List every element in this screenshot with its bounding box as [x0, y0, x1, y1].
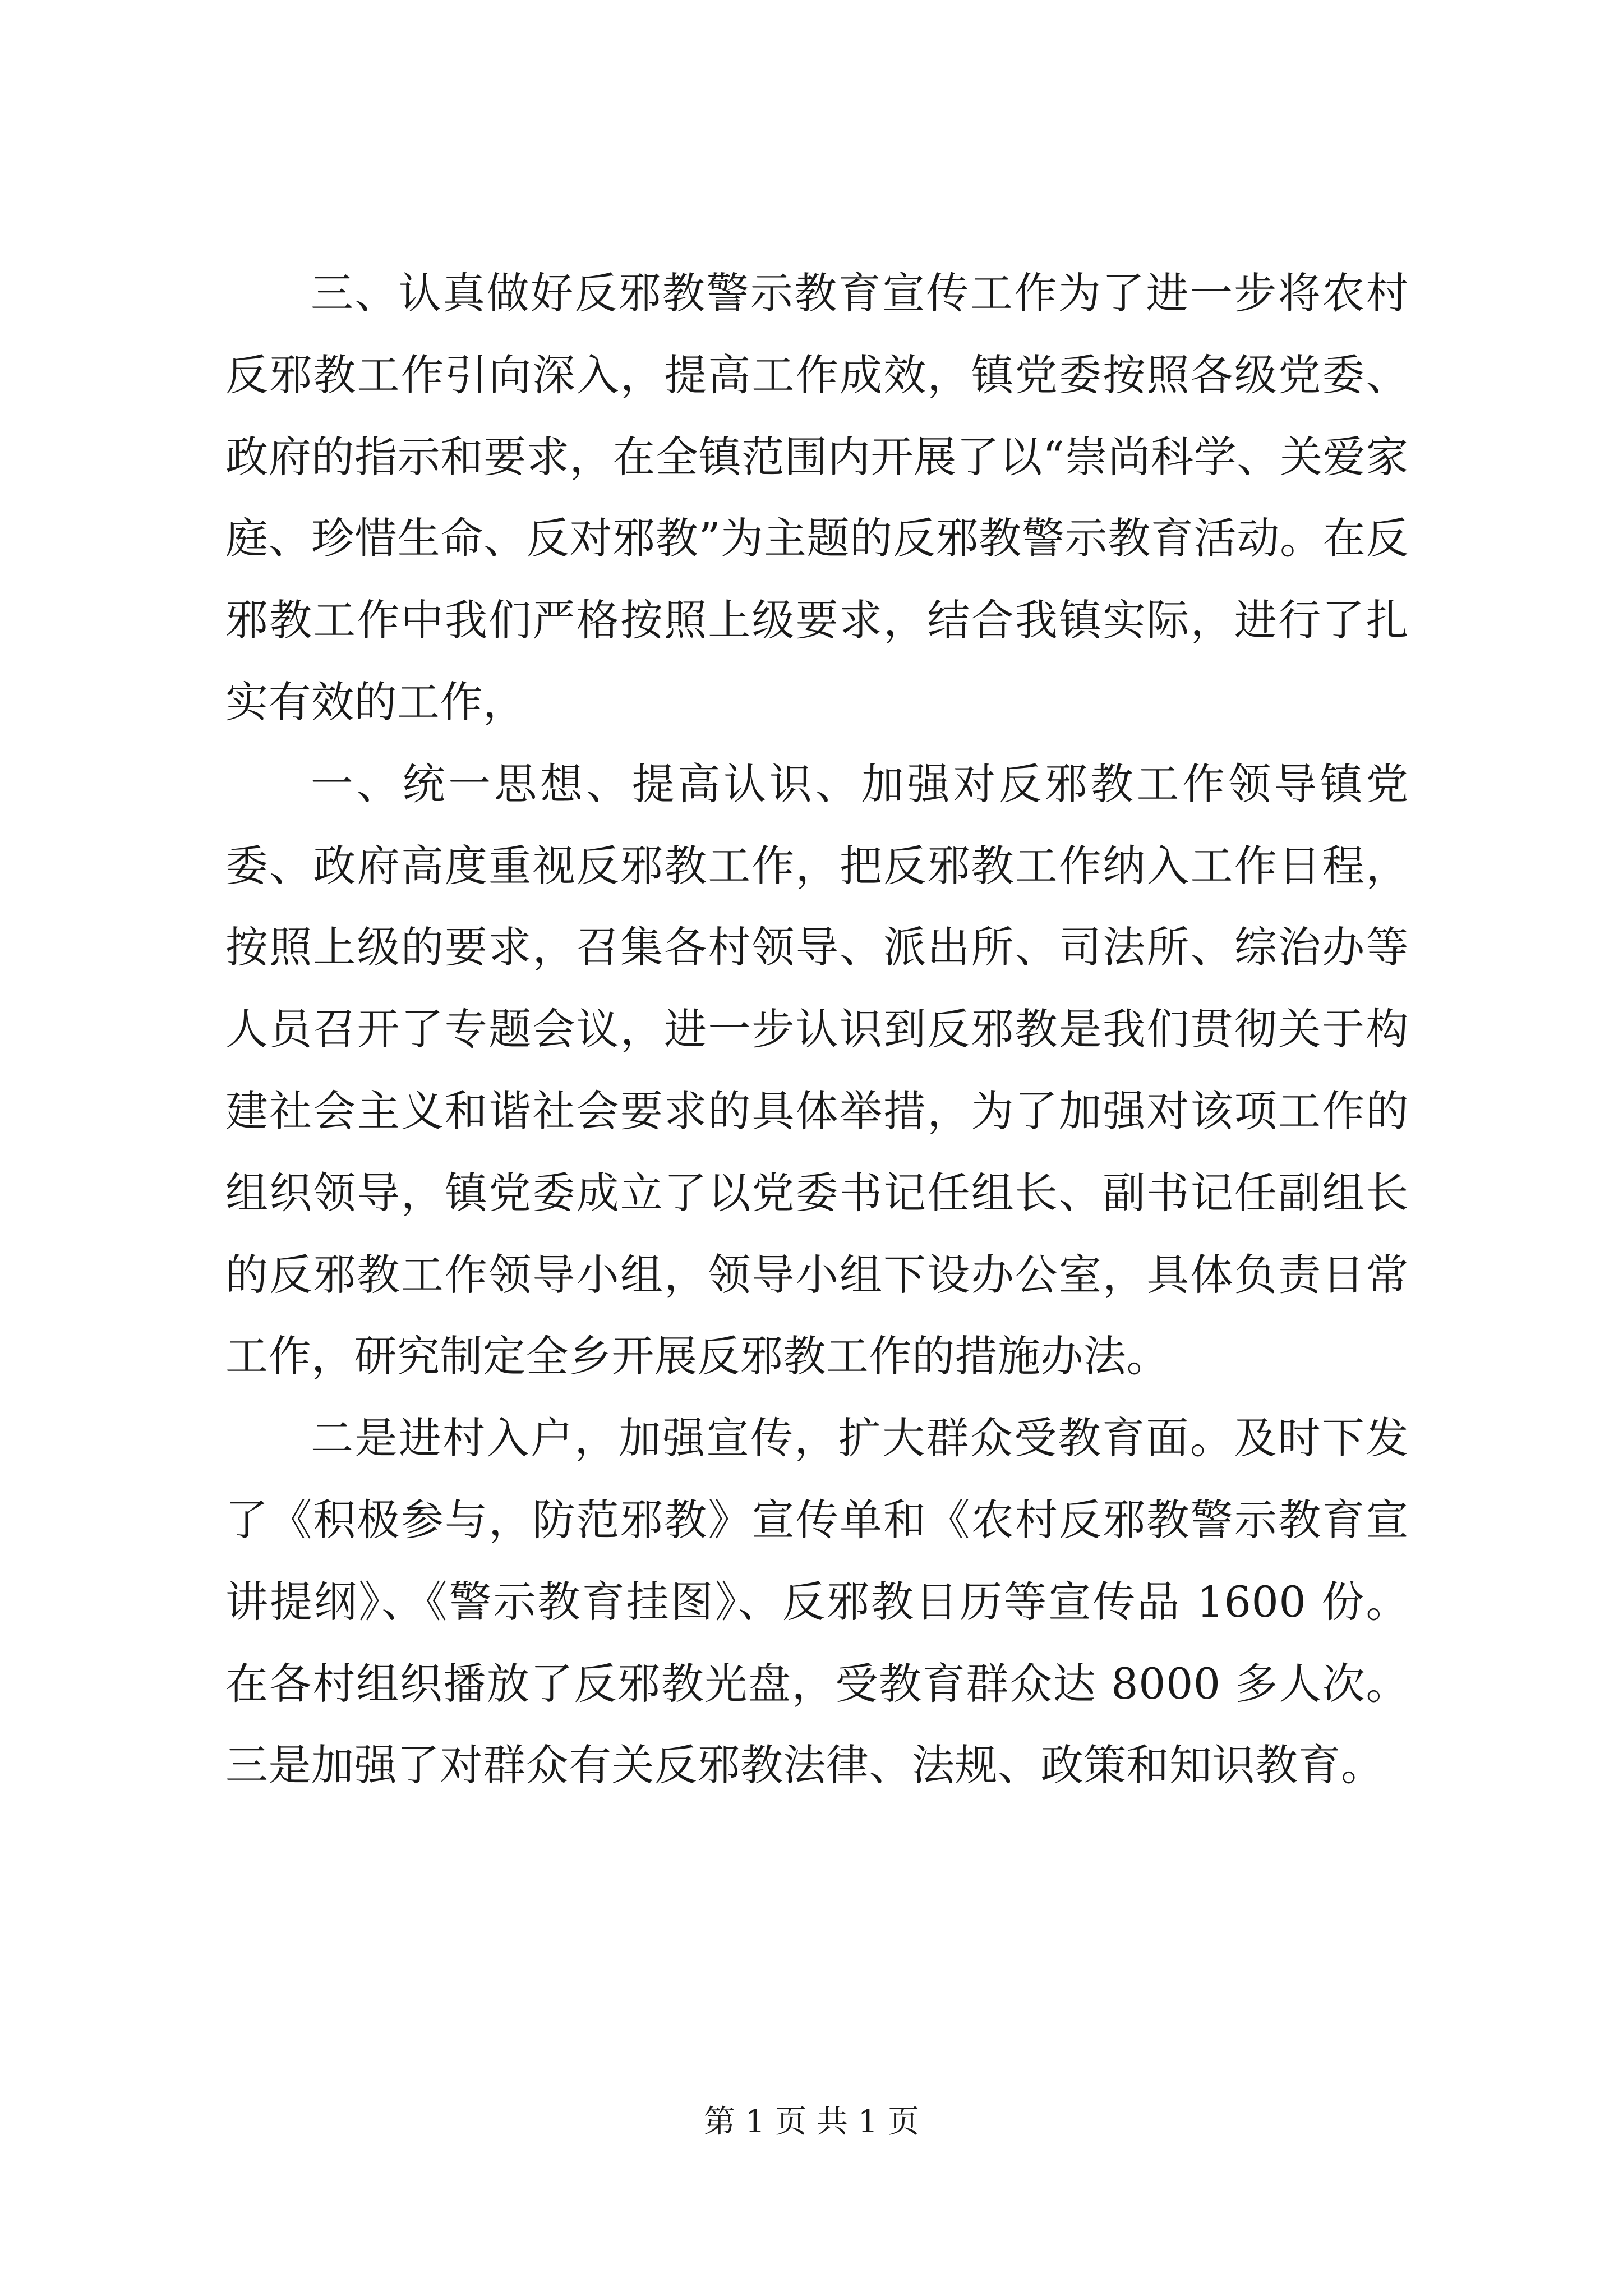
paragraph-publicity-work: 三、认真做好反邪教警示教育宣传工作为了进一步将农村反邪教工作引向深入，提高工作成效，镇党委按照各级党委、政府的指示和要求，在全镇范围内开展了以“崇尚科学、关爱家庭、珍惜生命、反对邪教”为主题的反邪教警示教育活动。在反邪教工作中我们严格按照上级要求，结合我镇实际，进行了扎实有效的工作， [225, 268, 1409, 727]
paragraph-unify-thinking: 一、统一思想、提高认识、加强对反邪教工作领导镇党委、政府高度重视反邪教工作，把反邪教工作纳入工作日程，按照上级的要求，召集各村领导、派出所、司法所、综治办等人员召开了专题会议，进一步认识到反邪教是我们贯彻关于构建社会主义和谐社会要求的具体举措，为了加强对该项工作的组织领导，镇党委成立了以党委书记任组长、副书记任副组长的反邪教工作领导小组，领导小组下设办公室，具体负责日常工作，研究制定全乡开展反邪教工作的措施办法。 [225, 758, 1409, 1382]
document-body [225, 252, 1409, 1806]
paragraph-village-outreach: 二是进村入户，加强宣传，扩大群众受教育面。及时下发了《积极参与，防范邪教》宣传单和《农村反邪教警示教育宣讲提纲》、《警示教育挂图》、反邪教日历等宣传品 1600 份。在各村组织播放了反邪教光盘，受教育群众达 8000 多人次。三是加强了对群众有关反邪教法律、法规、政策和知识教育。 [225, 1413, 1409, 1791]
page-number-footer: 第 1 页 共 1 页 [703, 2104, 920, 2140]
